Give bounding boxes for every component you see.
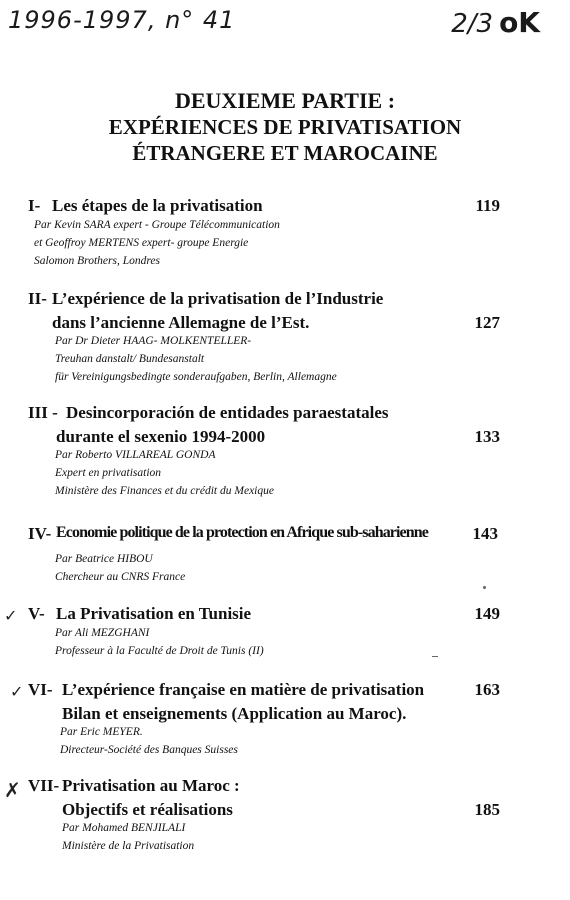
heading-line-2: EXPÉRIENCES DE PRIVATISATION — [108, 115, 462, 139]
author-line: Treuhan danstalt/ Bundesanstalt — [55, 353, 205, 365]
entry-number: IV- — [28, 524, 52, 543]
toc-entry-2 — [0, 289, 570, 386]
author-line: Professeur à la Faculté de Droit de Tunis (II) — [55, 645, 264, 657]
heading-line-3: ÉTRANGERE ET MAROCAINE — [132, 141, 438, 165]
toc-entry-6 — [0, 680, 570, 759]
handwritten-page-note — [451, 6, 540, 39]
toc-entry-7 — [0, 776, 570, 855]
scan-speck — [432, 656, 438, 657]
entry-number: III - — [28, 403, 58, 422]
entry-number: II- — [28, 289, 47, 308]
entry-authors — [0, 819, 570, 855]
entry-number: VI- — [28, 680, 53, 699]
toc-entry-4 — [0, 524, 570, 586]
entry-authors — [0, 332, 570, 386]
entry-title-cont: Bilan et enseignements (Application au Maroc). — [62, 704, 407, 723]
heading-line-1: DEUXIEME PARTIE : — [174, 88, 396, 113]
entry-page: 133 — [474, 427, 500, 446]
author-line: Ministère des Finances et du crédit du Mexique — [55, 485, 274, 497]
author-line: et Geoffroy MERTENS expert- groupe Energie — [34, 237, 249, 249]
handwritten-mark-icon: ✓ — [4, 606, 18, 625]
entry-number: VII- — [28, 776, 60, 795]
author-line: für Vereinigungsbedingte sonderaufgaben, Berlin, Allemagne — [55, 371, 337, 383]
entry-authors — [0, 446, 570, 500]
handwritten-year-note: 1996-1997, n° 41 — [8, 6, 236, 34]
handwritten-mark-icon: ✓ — [10, 682, 24, 701]
section-heading — [0, 88, 570, 166]
entry-title: L’expérience de la privatisation de l’Industrie — [52, 289, 384, 308]
author-line: Expert en privatisation — [55, 467, 162, 479]
entry-number: V- — [28, 604, 45, 623]
entry-page: 163 — [474, 680, 500, 699]
entry-page: 149 — [474, 604, 500, 623]
toc-entry-5 — [0, 604, 570, 660]
entry-page: 143 — [472, 524, 498, 543]
entry-title: Privatisation au Maroc : — [62, 776, 240, 795]
toc-entry-1 — [0, 196, 570, 270]
author-line: Par Kevin SARA expert - Groupe Télécommunication — [34, 219, 280, 231]
author-line: Par Eric MEYER. — [60, 726, 143, 738]
scan-speck — [483, 586, 486, 589]
entry-page: 119 — [475, 196, 500, 215]
entry-number: I- — [28, 196, 41, 215]
author-line: Par Roberto VILLAREAL GONDA — [55, 449, 216, 461]
entry-authors — [0, 624, 570, 660]
author-line: Directeur-Société des Banques Suisses — [60, 744, 238, 756]
entry-title: Desincorporación de entidades paraestatales — [66, 403, 389, 422]
entry-title: La Privatisation en Tunisie — [56, 604, 252, 623]
entry-title-cont: durante el sexenio 1994-2000 — [56, 427, 266, 446]
entry-page: 185 — [474, 800, 500, 819]
entry-title-cont: dans l’ancienne Allemagne de l’Est. — [52, 313, 310, 332]
author-line: Par Ali MEZGHANI — [55, 627, 150, 639]
entry-authors — [0, 550, 570, 586]
handwritten-fraction: 2/3 — [451, 9, 494, 39]
author-line: Chercheur au CNRS France — [55, 571, 186, 583]
entry-title: Economie politique de la protection en Afrique sub-saharienne — [56, 524, 428, 541]
entry-page: 127 — [474, 313, 500, 332]
toc-entry-3 — [0, 403, 570, 500]
author-line: Ministère de la Privatisation — [62, 840, 195, 852]
entry-authors — [0, 723, 570, 759]
author-line: Par Beatrice HIBOU — [55, 553, 153, 565]
author-line: Salomon Brothers, Londres — [34, 255, 160, 267]
entry-title: L’expérience française en matière de privatisation — [62, 680, 425, 699]
entry-title-cont: Objectifs et réalisations — [62, 800, 233, 819]
entry-authors — [0, 216, 570, 270]
handwritten-ok: oK — [499, 6, 540, 39]
author-line: Par Mohamed BENJILALI — [62, 822, 186, 834]
handwritten-cross-icon: ✗ — [4, 778, 21, 802]
entry-title: Les étapes de la privatisation — [52, 196, 263, 215]
author-line: Par Dr Dieter HAAG- MOLKENTELLER- — [55, 335, 252, 347]
